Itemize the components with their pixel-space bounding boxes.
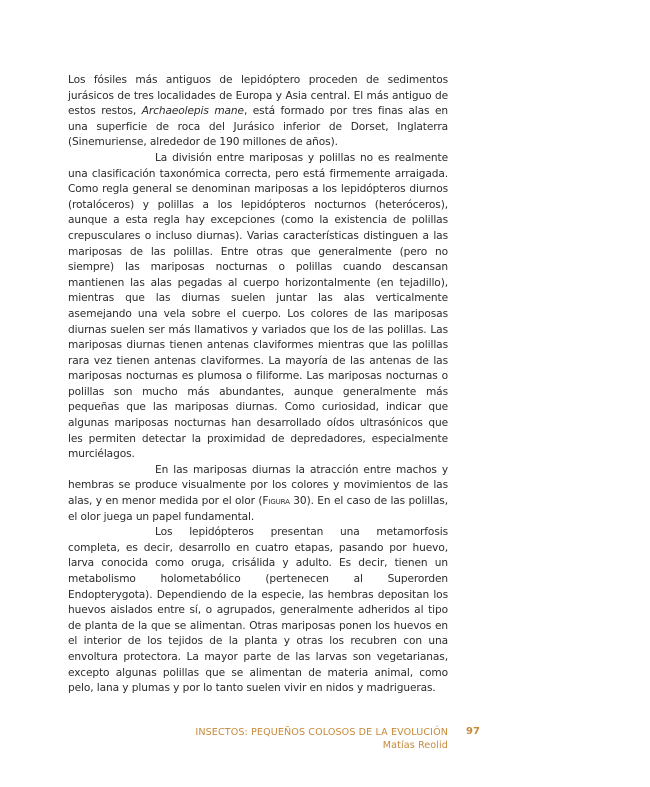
running-footer — [195, 726, 448, 752]
paragraph-1-text-a: Los fósiles más antiguos de lepidóptero proceden de sedimentos jurásicos de tres localidades de Europa y Asia central. El más antiguo de estos restos, — [68, 74, 448, 118]
figure-reference-label: Figura — [262, 495, 290, 508]
paragraph-3-text-a: En las mariposas diurnas la atracción entre machos y hembras se produce visualmente por los colores y movimientos de las alas, y en menor medida por el olor ( — [68, 463, 448, 508]
book-title: INSECTOS: PEQUEÑOS COLOSOS DE LA EVOLUCIÓN — [195, 727, 448, 738]
paragraph-1-text-b: , está formado por tres finas alas en una superficie de roca del Jurásico inferior de Dorset, Inglaterra (Sinemuriense, alrededor de 190 millones de años). — [68, 105, 448, 149]
paragraph-2: La división entre mariposas y polillas no es realmente una clasificación taxonómica correcta, pero está firmemente arraigada. Como regla general se denominan mariposas a los lepidópteros diurnos (rotalóceros) y polillas a los lepidópteros nocturnos (heteróceros), aunque a esta regla hay excepciones (como la existencia de polillas crepusculares o incluso diurnas). Varias características distinguen a las mariposas de las polillas. Entre otras que generalmente (pero no siempre) las mariposas nocturnas o polillas cuando descansan mantienen las alas pegadas al cuerpo horizontalmente (en tejadillo), mientras que las diurnas suelen juntar las alas verticalmente asemejando una vela sobre el cuerpo. Los colores de las mariposas diurnas suelen ser más llamativos y variados que los de las polillas. Las mariposas diurnas tienen antenas claviformes mientras que las polillas rara vez tienen antenas claviformes. La mayoría de las antenas de las mariposas nocturnas es plumosa o filiforme. Las mariposas nocturnas o polillas son mucho más abundantes, aunque generalmente más pequeñas que las mariposas diurnas. Como curiosidad, indicar que algunas mariposas nocturnas han desarrollado oídos ultrasónicos que les permiten detectar la proximidad de depredadores, especialmente murciélagos. — [68, 151, 448, 461]
species-name: Archaeolepis mane — [141, 105, 244, 118]
body-text — [68, 73, 448, 697]
paragraph-1 — [68, 73, 448, 151]
paragraph-3 — [68, 463, 448, 525]
page-number: 97 — [466, 726, 480, 737]
paragraph-3-text-b: ). En el caso de las polillas, el olor juega un papel fundamental. — [68, 495, 448, 523]
author-name: Matías Reolid — [382, 740, 448, 751]
paragraph-4: Los lepidópteros presentan una metamorfosis completa, es decir, desarrollo en cuatro etapas, pasando por huevo, larva conocida como oruga, crisálida y adulto. Es decir, tienen un metabolismo holometabólico (pertenecen al Superorden Endopterygota). Dependiendo de la especie, las hembras depositan los huevos aislados entre sí, o agrupados, generalmente adheridos al tipo de planta de la que se alimentan. Otras mariposas ponen los huevos en el interior de los tejidos de la planta y otras los recubren con una envoltura protectora. La mayor parte de las larvas son vegetarianas, excepto algunas polillas que se alimentan de materia animal, como pelo, lana y plumas y por lo tanto suelen vivir en nidos y madrigueras. — [68, 526, 448, 695]
figure-reference-number: 30 — [289, 495, 307, 508]
